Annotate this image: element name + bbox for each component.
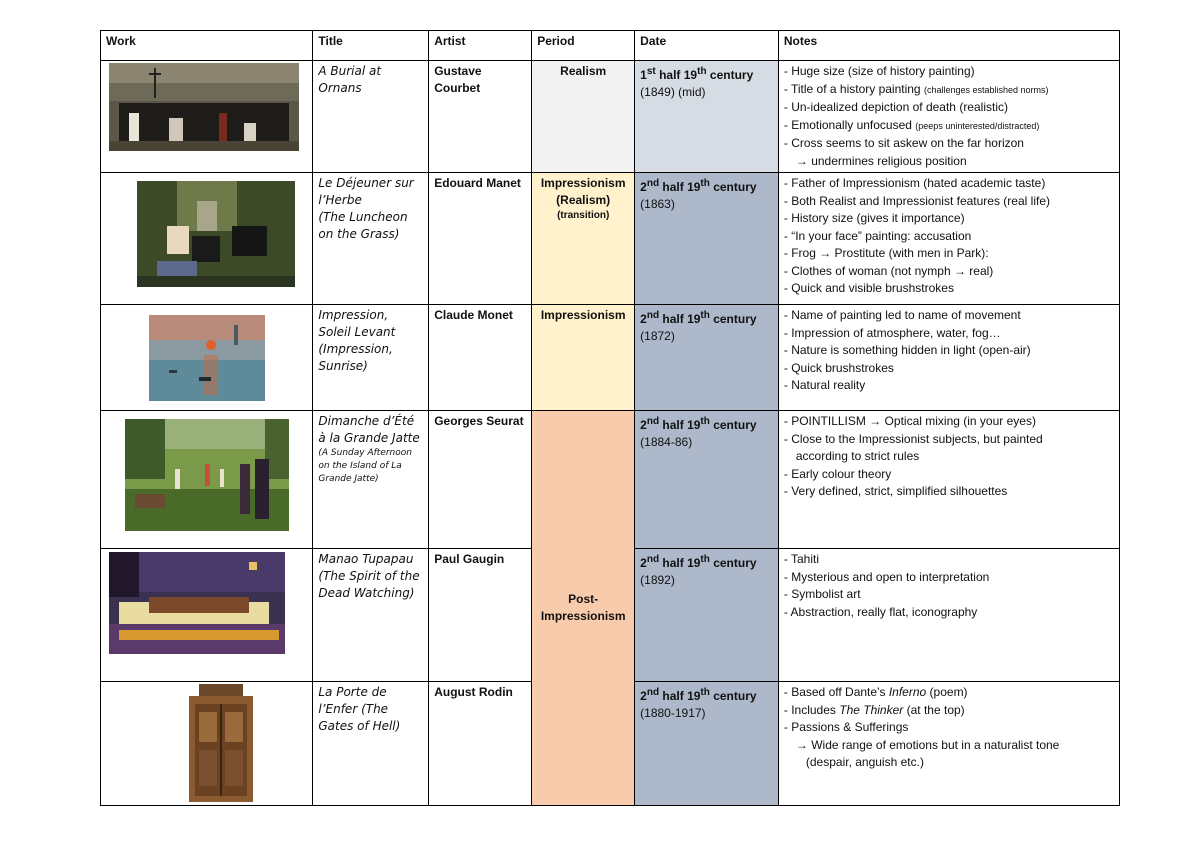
date-cell: 2nd half 19th century (1884-86) bbox=[635, 411, 779, 549]
table-row bbox=[101, 61, 1120, 173]
period-realism: Realism bbox=[532, 61, 635, 173]
date-year: (1892) bbox=[640, 573, 675, 587]
art-history-table bbox=[100, 30, 1120, 806]
work-cell bbox=[101, 549, 313, 682]
manao-tupapau-image bbox=[109, 552, 285, 654]
notes-cell: - POINTILLISM → Optical mixing (in your eyes) - Close to the Impressionist subjects, but painted according to strict rules - Early colour theory - Very defined, strict, simplified silhouettes bbox=[778, 411, 1119, 549]
date-cell: 2nd half 19th century (1872) bbox=[635, 305, 779, 411]
header-title: Title bbox=[313, 31, 429, 61]
work-cell bbox=[101, 61, 313, 173]
date-cell: 2nd half 19th century (1863) bbox=[635, 173, 779, 305]
table-row bbox=[101, 411, 1120, 549]
work-title-translation: (The Luncheon on the Grass) bbox=[318, 210, 408, 241]
work-cell bbox=[101, 305, 313, 411]
date-year: (1863) bbox=[640, 197, 675, 211]
work-title-translation: (A Sunday Afternoon on the Island of La Grande Jatte) bbox=[318, 448, 412, 484]
burial-at-ornans-image bbox=[109, 63, 299, 151]
work-title: Manao Tupapau bbox=[318, 552, 414, 566]
notes-cell: - Tahiti - Mysterious and open to interpretation - Symbolist art - Abstraction, really flat, iconography bbox=[778, 549, 1119, 682]
date-cell: 1st half 19th century (1849) (mid) bbox=[635, 61, 779, 173]
title-cell bbox=[313, 411, 429, 549]
table-row bbox=[101, 173, 1120, 305]
date-year: (1880-1917) bbox=[640, 706, 706, 720]
work-title-translation: (The Spirit of the Dead Watching) bbox=[318, 569, 420, 600]
header-row bbox=[101, 31, 1120, 61]
header-period: Period bbox=[532, 31, 635, 61]
header-notes: Notes bbox=[778, 31, 1119, 61]
artist-cell: Gustave Courbet bbox=[429, 61, 532, 173]
title-cell bbox=[313, 682, 429, 806]
artist-cell: Claude Monet bbox=[429, 305, 532, 411]
artist-cell: Paul Gaugin bbox=[429, 549, 532, 682]
period-post-impressionism: Post-Impressionism bbox=[532, 411, 635, 806]
gates-of-hell-image bbox=[187, 684, 255, 802]
artist-cell: Georges Seurat bbox=[429, 411, 532, 549]
title-cell bbox=[313, 549, 429, 682]
work-title: Dimanche d’Été à la Grande Jatte bbox=[318, 414, 420, 445]
date-year: (1849) (mid) bbox=[640, 85, 706, 99]
work-title: Le Déjeuner sur l’Herbe bbox=[318, 176, 414, 207]
artist-cell: August Rodin bbox=[429, 682, 532, 806]
date-cell: 2nd half 19th century (1880-1917) bbox=[635, 682, 779, 806]
header-work: Work bbox=[101, 31, 313, 61]
date-year: (1872) bbox=[640, 329, 675, 343]
notes-cell: - Father of Impressionism (hated academic taste) - Both Realist and Impressionist features (real life) - History size (gives it importance) - “In your face” painting: accusation - Frog → Prostitute (with men in Park): - Clothes of woman (not nymph → real) - Quick and visible brushstrokes bbox=[778, 173, 1119, 305]
work-cell bbox=[101, 682, 313, 806]
period-impressionism: Impressionism bbox=[532, 305, 635, 411]
date-cell: 2nd half 19th century (1892) bbox=[635, 549, 779, 682]
date-year: (1884-86) bbox=[640, 435, 693, 449]
title-cell bbox=[313, 305, 429, 411]
work-cell bbox=[101, 411, 313, 549]
work-title-translation: (Impression, Sunrise) bbox=[318, 342, 393, 373]
impression-soleil-levant-image bbox=[149, 315, 265, 401]
work-cell bbox=[101, 173, 313, 305]
work-title: La Porte de l’Enfer (The Gates of Hell) bbox=[318, 685, 401, 733]
header-date: Date bbox=[635, 31, 779, 61]
grande-jatte-image bbox=[125, 419, 289, 531]
work-title: A Burial at Ornans bbox=[318, 64, 382, 95]
period-impressionism-realism: Impressionism (Realism) (transition) bbox=[532, 173, 635, 305]
header-artist: Artist bbox=[429, 31, 532, 61]
title-cell bbox=[313, 173, 429, 305]
artist-cell: Edouard Manet bbox=[429, 173, 532, 305]
notes-cell: - Name of painting led to name of movement - Impression of atmosphere, water, fog… - Nature is something hidden in light (open-air) - Quick brushstrokes - Natural reality bbox=[778, 305, 1119, 411]
table-row bbox=[101, 305, 1120, 411]
dejeuner-sur-lherbe-image bbox=[137, 181, 295, 287]
work-title: Impression, Soleil Levant bbox=[318, 308, 396, 339]
title-cell bbox=[313, 61, 429, 173]
notes-cell: - Based off Dante’s Inferno (poem) - Includes The Thinker (at the top) - Passions & Sufferings → Wide range of emotions but in a naturalist tone (despair, anguish etc.) bbox=[778, 682, 1119, 806]
notes-cell: - Huge size (size of history painting) - Title of a history painting (challenges established norms) - Un-idealized depiction of death (realistic) - Emotionally unfocused (peeps uninterested/distracted) - Cross seems to sit askew on the far horizon → undermines religious position bbox=[778, 61, 1119, 173]
